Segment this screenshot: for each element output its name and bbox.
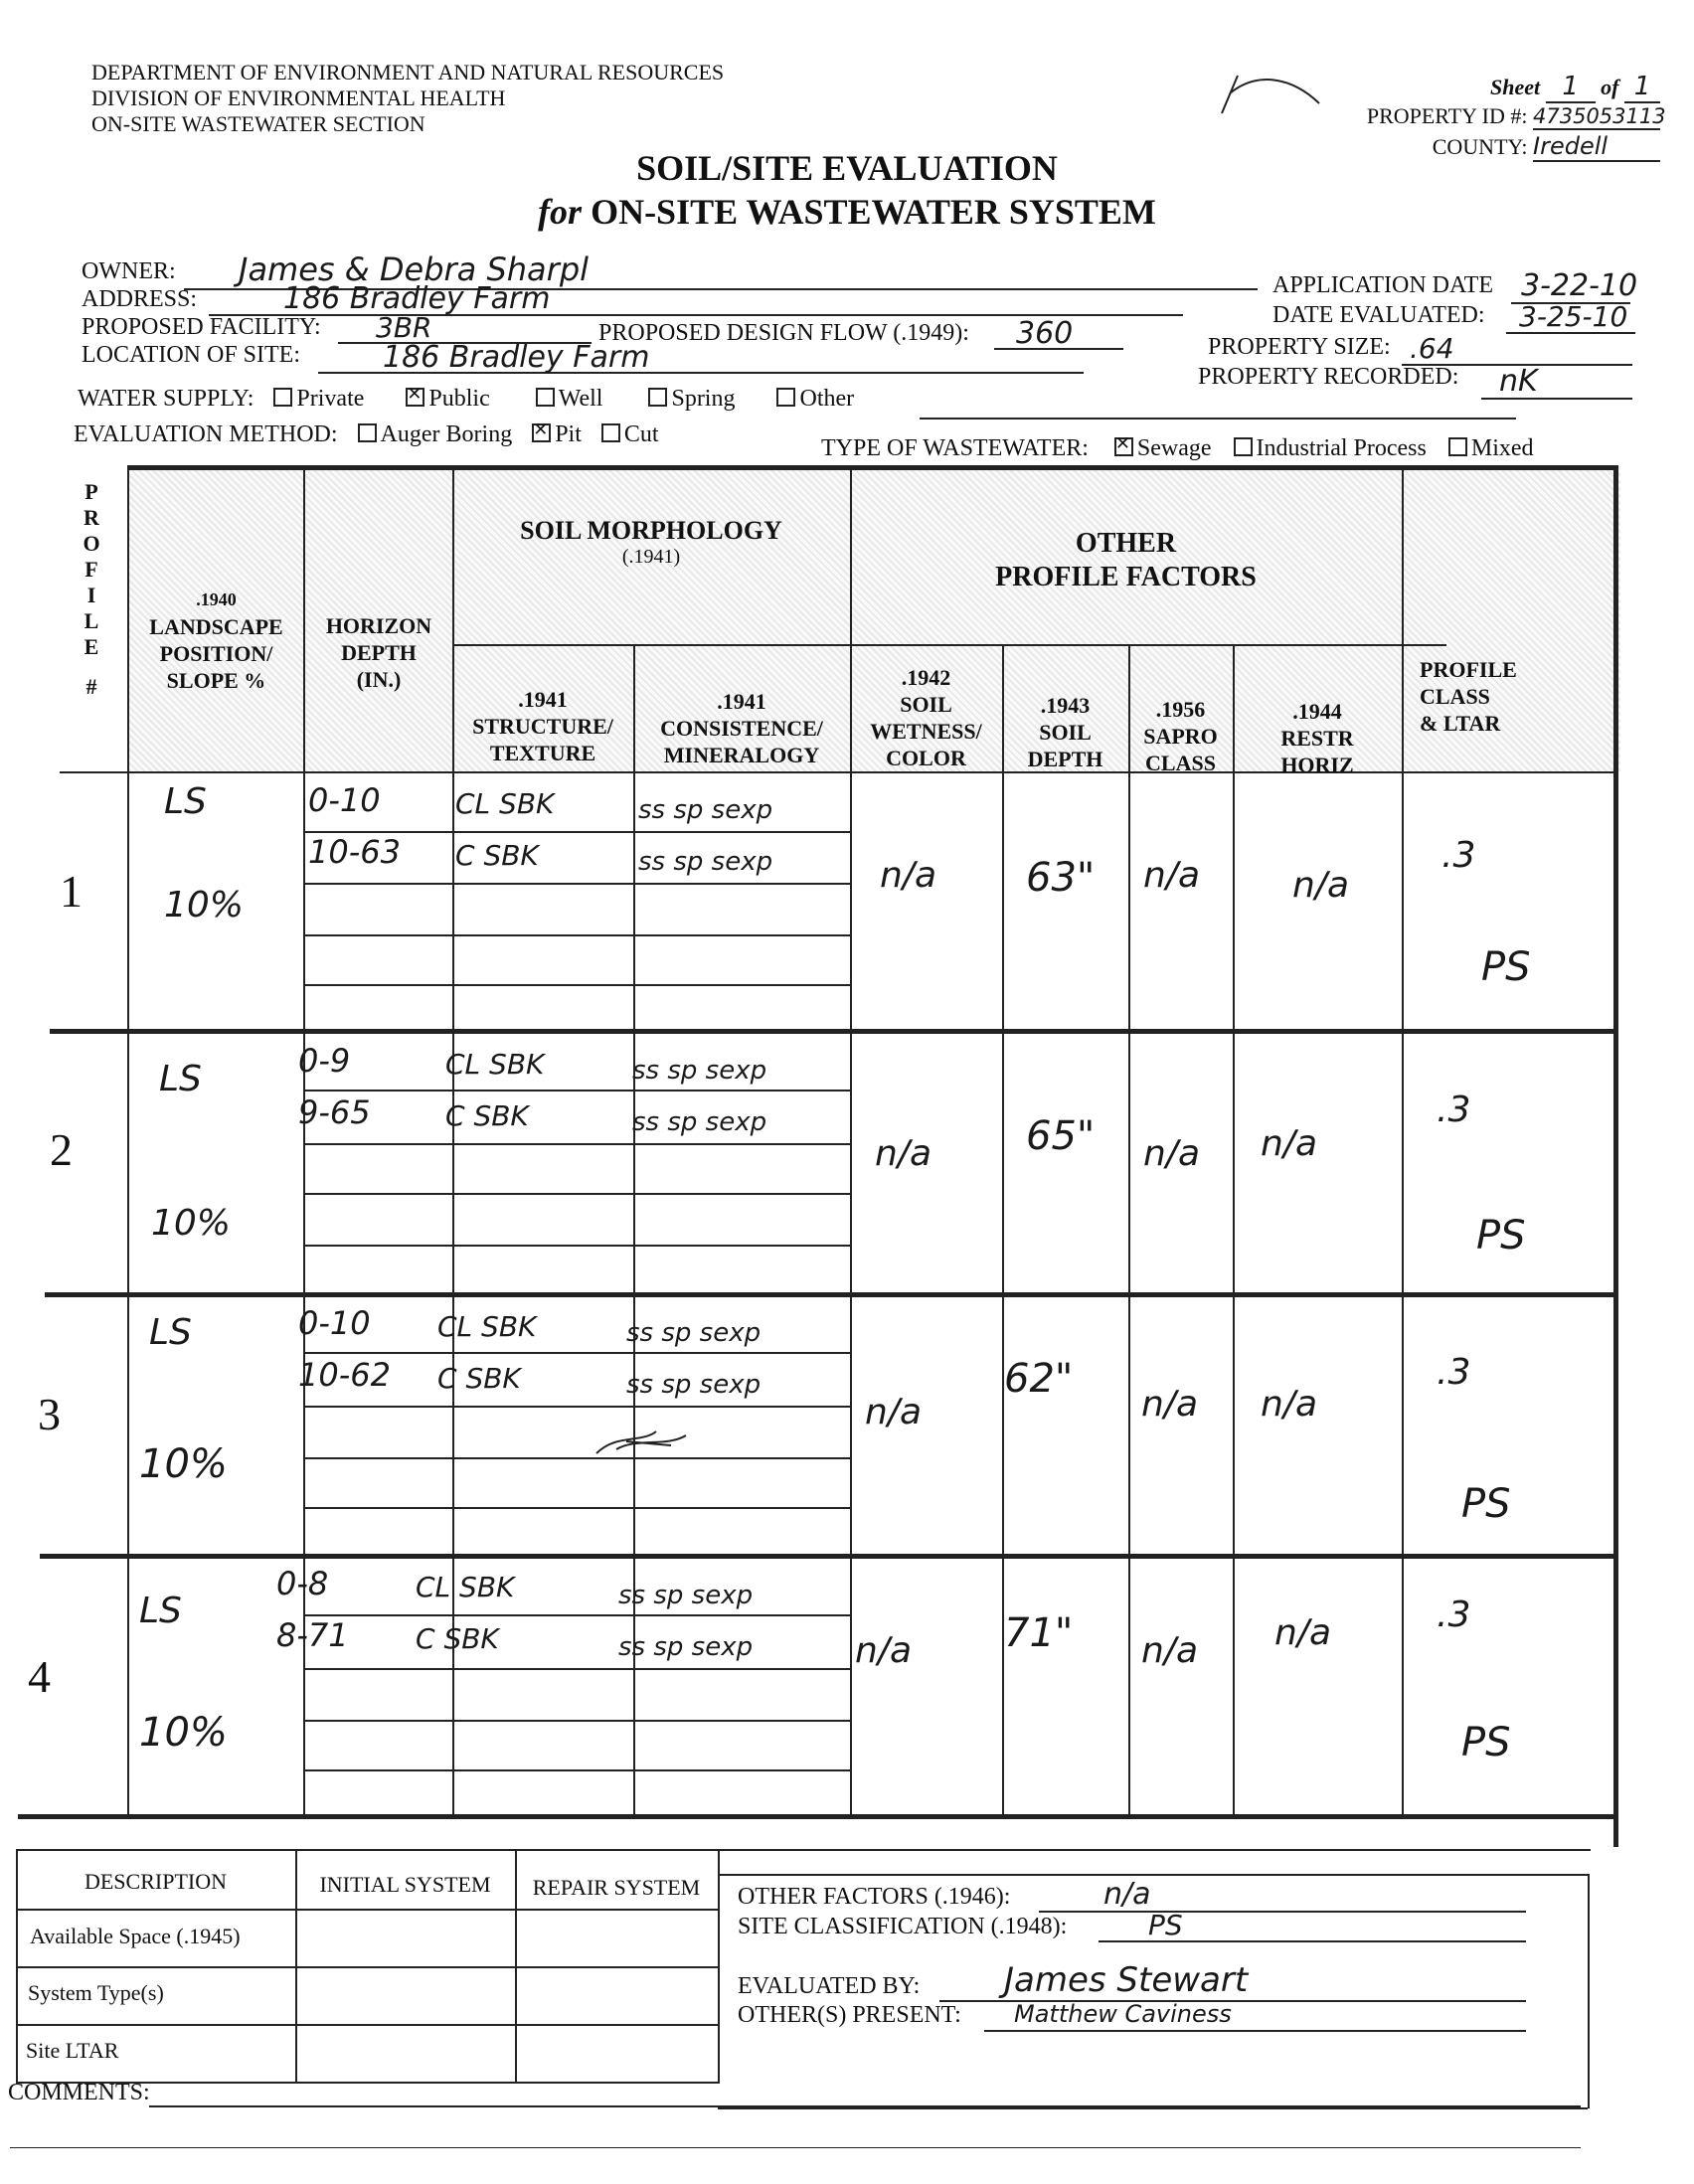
other-factors-value: n/a bbox=[1103, 1877, 1151, 1912]
repair-system-header: REPAIR SYSTEM bbox=[532, 1875, 701, 1900]
soil-wetness: n/a bbox=[880, 855, 937, 896]
check-mark-scribble-icon bbox=[1208, 66, 1327, 125]
industrial-checkbox[interactable] bbox=[1234, 437, 1253, 456]
design-flow-label: PROPOSED DESIGN FLOW (.1949): bbox=[598, 320, 969, 346]
consistence-2: ss sp sexp bbox=[632, 1107, 767, 1137]
spring-option-label: Spring bbox=[671, 386, 736, 412]
consistence-header: .1941 CONSISTENCE/ MINERALOGY bbox=[660, 689, 823, 767]
soil-morphology-header: SOIL MORPHOLOGY (.1941) bbox=[520, 516, 782, 568]
evaluated-by-label: EVALUATED BY: bbox=[738, 1973, 921, 1999]
cut-label: Cut bbox=[623, 421, 659, 447]
landscape-position: LS bbox=[149, 1312, 192, 1353]
design-flow-value: 360 bbox=[1016, 316, 1074, 351]
county-label: COUNTY: bbox=[1432, 134, 1528, 159]
restr-horiz: n/a bbox=[1261, 1384, 1318, 1425]
address-value: 186 Bradley Farm bbox=[283, 281, 551, 316]
horizon-depth-1: 0-10 bbox=[298, 1304, 371, 1342]
mixed-label: Mixed bbox=[1470, 435, 1534, 461]
horizon-depth-1: 0-9 bbox=[298, 1042, 351, 1080]
pit-checkbox[interactable] bbox=[532, 423, 551, 442]
sapro-class: n/a bbox=[1141, 1384, 1199, 1425]
sapro-class: n/a bbox=[1143, 1133, 1201, 1174]
others-present-label: OTHER(S) PRESENT: bbox=[738, 2002, 961, 2028]
form-subtitle bbox=[0, 191, 1694, 233]
dept-line-3: ON-SITE WASTEWATER SECTION bbox=[91, 111, 425, 136]
profile-ltar: PS bbox=[1476, 1213, 1526, 1259]
system-type-label: System Type(s) bbox=[28, 1980, 164, 2005]
profile-number-header: P R O F I L E # bbox=[83, 479, 100, 699]
address-label: ADDRESS: bbox=[82, 286, 198, 312]
title-line-2: ON-SITE WASTEWATER SYSTEM bbox=[591, 192, 1156, 232]
structure-texture-1: CL SBK bbox=[445, 1048, 545, 1081]
department-header bbox=[91, 60, 724, 137]
crossed-out-scribble-icon bbox=[587, 1424, 696, 1463]
soil-wetness: n/a bbox=[865, 1392, 923, 1432]
restr-horiz: n/a bbox=[1274, 1612, 1332, 1653]
horizon-depth-header: HORIZON DEPTH (IN.) bbox=[325, 613, 432, 692]
property-recorded-label: PROPERTY RECORDED: bbox=[1198, 364, 1459, 390]
water-supply-row bbox=[78, 386, 854, 413]
soil-wetness: n/a bbox=[875, 1133, 932, 1174]
available-space-label: Available Space (.1945) bbox=[30, 1924, 241, 1948]
water-supply-label: WATER SUPPLY: bbox=[78, 386, 254, 412]
site-ltar-label: Site LTAR bbox=[26, 2038, 119, 2063]
public-option-label: Public bbox=[428, 386, 490, 412]
property-recorded-value: nK bbox=[1499, 364, 1538, 399]
sapro-class-header: .1956 SAPRO CLASS bbox=[1143, 697, 1218, 775]
restr-horiz: n/a bbox=[1261, 1123, 1318, 1164]
auger-boring-checkbox[interactable] bbox=[358, 423, 377, 442]
form-title: SOIL/SITE EVALUATION bbox=[636, 148, 1058, 188]
application-date-label: APPLICATION DATE bbox=[1272, 272, 1493, 298]
soil-wetness: n/a bbox=[855, 1630, 913, 1671]
sapro-class: n/a bbox=[1143, 855, 1201, 896]
consistence-2: ss sp sexp bbox=[638, 847, 773, 877]
soil-depth: 63" bbox=[1026, 855, 1096, 901]
comments-label: COMMENTS: bbox=[8, 2080, 150, 2105]
site-classification-label: SITE CLASSIFICATION (.1948): bbox=[738, 1914, 1068, 1939]
facility-label: PROPOSED FACILITY: bbox=[82, 314, 321, 340]
application-date-value: 3-22-10 bbox=[1521, 268, 1638, 303]
horizon-depth-2: 9-65 bbox=[298, 1093, 371, 1131]
owner-label: OWNER: bbox=[82, 258, 176, 284]
profile-ltar: PS bbox=[1461, 1481, 1511, 1527]
profile-number: 3 bbox=[38, 1389, 61, 1439]
slope-percent: 10% bbox=[164, 885, 245, 925]
consistence-1: ss sp sexp bbox=[626, 1318, 762, 1348]
date-evaluated-value: 3-25-10 bbox=[1519, 300, 1628, 333]
public-checkbox[interactable] bbox=[406, 388, 424, 407]
consistence-1: ss sp sexp bbox=[632, 1056, 767, 1086]
mixed-checkbox[interactable] bbox=[1448, 437, 1467, 456]
wastewater-label: TYPE OF WASTEWATER: bbox=[821, 435, 1089, 461]
profile-ltar: PS bbox=[1461, 1720, 1511, 1765]
consistence-1: ss sp sexp bbox=[618, 1581, 754, 1610]
sapro-class: n/a bbox=[1141, 1630, 1199, 1671]
description-header: DESCRIPTION bbox=[84, 1869, 227, 1894]
wastewater-row bbox=[821, 435, 1534, 462]
other-option-label: Other bbox=[799, 386, 855, 412]
dept-line-1: DEPARTMENT OF ENVIRONMENT AND NATURAL RESOURCES bbox=[91, 60, 725, 84]
structure-texture-2: C SBK bbox=[445, 1099, 529, 1132]
landscape-position: LS bbox=[159, 1059, 202, 1099]
other-checkbox[interactable] bbox=[776, 388, 795, 407]
profile-class: .3 bbox=[1441, 835, 1476, 876]
sewage-label: Sewage bbox=[1136, 435, 1212, 461]
sheet-number: 1 bbox=[1546, 72, 1596, 103]
profile-number: 1 bbox=[60, 866, 83, 917]
structure-texture-1: CL SBK bbox=[455, 787, 555, 820]
property-size-label: PROPERTY SIZE: bbox=[1208, 334, 1391, 360]
county-value: Iredell bbox=[1533, 132, 1660, 162]
structure-header: .1941 STRUCTURE/ TEXTURE bbox=[472, 687, 613, 765]
well-checkbox[interactable] bbox=[536, 388, 555, 407]
restr-horiz-header: .1944 RESTR HORIZ bbox=[1280, 699, 1354, 777]
owner-value: James & Debra Sharpl bbox=[239, 251, 590, 288]
sewage-checkbox[interactable] bbox=[1114, 437, 1133, 456]
profile-class: .3 bbox=[1437, 1090, 1471, 1130]
horizon-depth-2: 10-62 bbox=[298, 1356, 391, 1394]
industrial-label: Industrial Process bbox=[1256, 435, 1427, 461]
property-id-label: PROPERTY ID #: bbox=[1366, 103, 1528, 128]
soil-depth: 65" bbox=[1026, 1113, 1096, 1159]
private-option-label: Private bbox=[296, 386, 365, 412]
private-checkbox[interactable] bbox=[273, 388, 292, 407]
evaluation-method-label: EVALUATION METHOD: bbox=[74, 421, 338, 447]
property-size-value: .64 bbox=[1410, 332, 1454, 365]
of-label: of bbox=[1601, 75, 1619, 99]
profile-class: .3 bbox=[1437, 1352, 1471, 1393]
soil-wetness-header: .1942 SOIL WETNESS/ COLOR bbox=[870, 665, 982, 770]
consistence-2: ss sp sexp bbox=[618, 1632, 754, 1662]
structure-texture-1: CL SBK bbox=[416, 1571, 515, 1603]
restr-horiz: n/a bbox=[1292, 865, 1350, 906]
initial-system-header: INITIAL SYSTEM bbox=[319, 1872, 491, 1897]
structure-texture-2: C SBK bbox=[416, 1622, 499, 1655]
landscape-position: LS bbox=[164, 781, 207, 822]
pit-label: Pit bbox=[555, 421, 582, 447]
soil-depth: 62" bbox=[1004, 1356, 1074, 1402]
profile-number: 4 bbox=[28, 1651, 51, 1702]
property-id-value: 4735053113 bbox=[1533, 104, 1666, 128]
others-present-signature: Matthew Caviness bbox=[1014, 2000, 1232, 2028]
sheet-total: 1 bbox=[1624, 72, 1660, 103]
location-value: 186 Bradley Farm bbox=[383, 340, 650, 375]
horizon-depth-1: 0-10 bbox=[308, 781, 381, 819]
slope-percent: 10% bbox=[139, 1441, 228, 1487]
dept-line-2: DIVISION OF ENVIRONMENTAL HEALTH bbox=[91, 85, 506, 110]
structure-texture-2: C SBK bbox=[455, 839, 539, 872]
profile-ltar: PS bbox=[1481, 944, 1531, 990]
horizon-depth-2: 8-71 bbox=[276, 1616, 349, 1654]
landscape-position: LS bbox=[139, 1591, 182, 1631]
other-factors-label: OTHER FACTORS (.1946): bbox=[738, 1884, 1011, 1910]
consistence-1: ss sp sexp bbox=[638, 795, 773, 825]
sheet-label: Sheet bbox=[1490, 75, 1541, 99]
slope-percent: 10% bbox=[151, 1203, 232, 1244]
facility-value: 3BR bbox=[376, 311, 432, 344]
cut-checkbox[interactable] bbox=[601, 423, 620, 442]
slope-percent: 10% bbox=[139, 1710, 228, 1756]
location-label: LOCATION OF SITE: bbox=[82, 342, 300, 368]
soil-depth-header: .1943 SOIL DEPTH bbox=[1027, 693, 1103, 771]
horizon-depth-1: 0-8 bbox=[276, 1565, 329, 1602]
evaluated-by-signature: James Stewart bbox=[1004, 1960, 1249, 2000]
auger-boring-label: Auger Boring bbox=[380, 421, 513, 447]
structure-texture-2: C SBK bbox=[437, 1362, 521, 1395]
horizon-depth-2: 10-63 bbox=[308, 833, 401, 871]
landscape-header: .1940 LANDSCAPE POSITION/ SLOPE % bbox=[149, 589, 283, 693]
other-profile-factors-header: OTHER PROFILE FACTORS bbox=[995, 528, 1257, 592]
consistence-2: ss sp sexp bbox=[626, 1370, 762, 1400]
structure-texture-1: CL SBK bbox=[437, 1310, 537, 1343]
site-classification-value: PS bbox=[1148, 1909, 1183, 1941]
title-for: for bbox=[538, 192, 583, 232]
date-evaluated-label: DATE EVALUATED: bbox=[1272, 302, 1485, 328]
soil-depth: 71" bbox=[1004, 1610, 1074, 1656]
spring-checkbox[interactable] bbox=[648, 388, 667, 407]
profile-class: .3 bbox=[1437, 1595, 1471, 1635]
evaluation-method-row bbox=[74, 421, 659, 448]
profile-class-header: PROFILE CLASS & LTAR bbox=[1420, 657, 1517, 736]
well-option-label: Well bbox=[558, 386, 603, 412]
profile-number: 2 bbox=[50, 1124, 73, 1175]
